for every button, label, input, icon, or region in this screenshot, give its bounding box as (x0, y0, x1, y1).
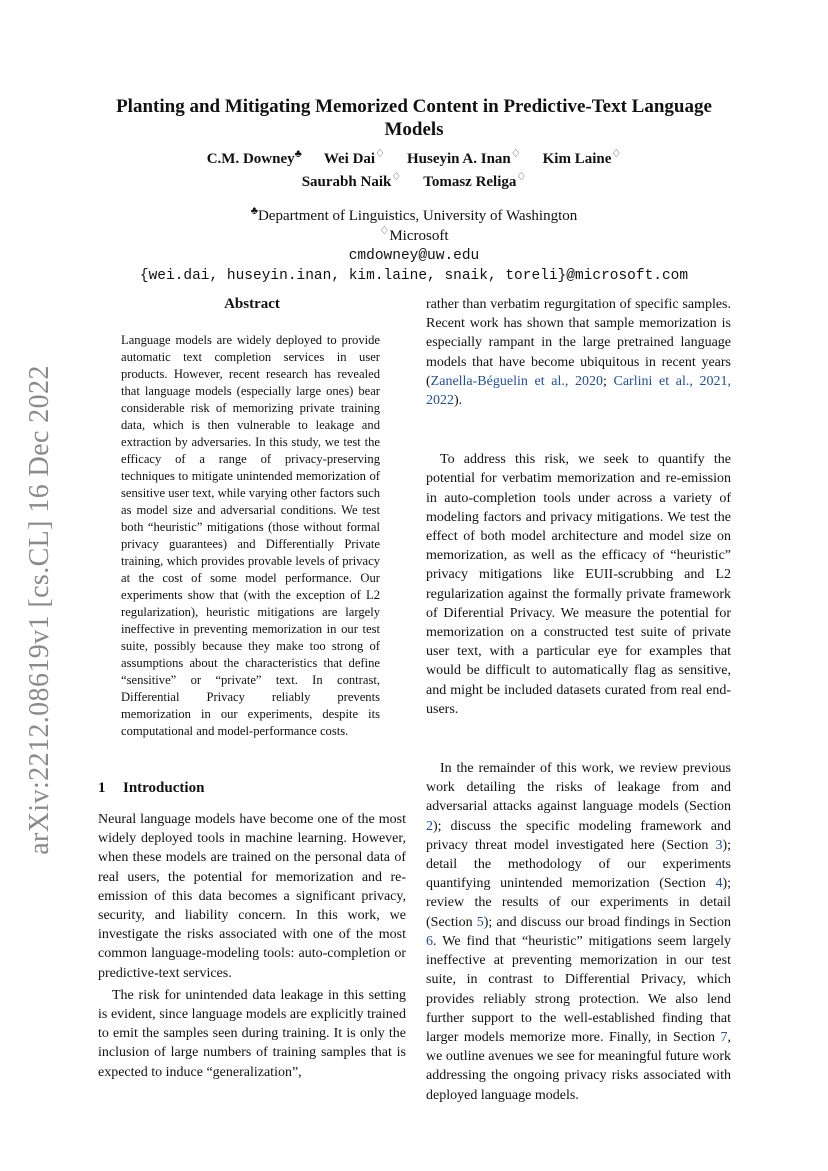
citation-link[interactable]: Zanella-Béguelin et al., 2020 (430, 373, 603, 389)
paragraph: In the remainder of this work, we review previous work detailing the risks of leakage from and adversarial attacks against language models (Section 2); discuss the specific modeling framework and privacy threat model investigated here (Section 3); detail the methodology of our experiments quantifying unintended memorization (Section 4); review the results of our experiments in detail (Section 5); and discuss our broad findings in Section 6. We find that “heuristic” mitigations seem largely ineffective at preventing memorization in our test suite, in contrast to Differential Privacy, which provides reliably strong protection. We also lend further support to the well-established finding that larger models memorize more. Finally, in Section 7, we outline avenues we see for meaningful future work addressing the ongoing privacy risks associated with deployed language models. (426, 761, 732, 1103)
author: C.M. Downey♣ (206, 148, 302, 167)
author: Tomasz Religa♢ (423, 171, 527, 190)
author: Kim Laine♢ (542, 148, 622, 167)
paper-title: Planting and Mitigating Memorized Content in Predictive-Text Language Models (116, 96, 712, 140)
paragraph: Neural language models have become one of the most widely deployed tools in machine learning. However, when these models are trained on the personal data of real users, the potential for memorization and re-emission of this data becomes a significant privacy, security, and liability concern. In this work, we investigate the risks associated with one of the most common language-modeling tools: auto-completion or predictive-text services. (98, 812, 406, 981)
email-uw[interactable]: cmdowney@uw.edu (348, 248, 480, 264)
author: Huseyin A. Inan♢ (406, 148, 521, 167)
section-ref-link[interactable]: 7 (720, 1029, 728, 1045)
section-ref-link[interactable]: 3 (715, 837, 723, 853)
section-heading-introduction: 1 Introduction (98, 780, 205, 796)
arxiv-stamp (18, 360, 62, 860)
section-ref-link[interactable]: 2 (426, 818, 433, 834)
arxiv-stamp-text: arXiv:2212.08619v1 [cs.CL] 16 Dec 2022 (24, 365, 55, 855)
paragraph: To address this risk, we seek to quantify the potential for verbatim memorization and re-emission in auto-completion tools under across a variety of modeling factors and privacy mitigations. We test the effect of both model architecture and model size on memorization, as well as the efficacy of “heuristic” privacy mitigations like EUII-scrubbing and L2 regularization against the formally private framework of Diferential Privacy. We measure the potential for memorization on a constructed test suite of private user text, with a particular eye for examples that would be difficult to automatically flag as sensitive, and might be included datasets curated from real end-users. (426, 452, 731, 717)
author-list (90, 148, 738, 194)
right-column-body (426, 295, 731, 1105)
affiliation-microsoft: ♢Microsoft (379, 225, 449, 244)
author: Saurabh Naik♢ (301, 171, 402, 190)
section-ref-link[interactable]: 6 (426, 933, 433, 949)
email-microsoft[interactable]: {wei.dai, huseyin.inan, kim.laine, snaik, toreli}@microsoft.com (139, 268, 689, 284)
paragraph: The risk for unintended data leakage in this setting is evident, since language models are explicitly trained to emit the samples seen during training. It is only the inclusion of large numbers of training samples that is expected to induce “generalization”, (98, 987, 406, 1080)
paragraph: rather than verbatim regurgitation of specific samples. Recent work has shown that sample memorization is especially rampant in the large pretrained language models that have become ubiquitous in recent years (Zanella-Béguelin et al., 2020; Carlini et al., 2021, 2022). (426, 297, 731, 409)
section-ref-link[interactable]: 4 (715, 876, 723, 892)
affiliation-uw: ♣Department of Linguistics, University of Washington (250, 205, 578, 224)
left-column-body (98, 810, 406, 1082)
section-ref-link[interactable]: 5 (476, 914, 484, 930)
abstract-heading: Abstract (224, 296, 280, 312)
citation-link[interactable]: Carlini et al., 2021, 2022 (426, 373, 731, 409)
abstract-body: Language models are widely deployed to provide automatic text completion services in user products. However, recent research has revealed that language models (especially large ones) bear considerable risk of memorizing private training data, which is then vulnerable to leakage and extraction by adversaries. In this study, we test the efficacy of a range of privacy-preserving techniques to mitigate unintended memorization of sensitive user text, while varying other factors such as model size and adversarial conditions. We test both “heuristic” mitigations (those without formal privacy guarantees) and Differentially Private training, which provides provable levels of privacy at the cost of some model performance. Our experiments show that (with the exception of L2 regularization), heuristic mitigations are largely ineffective in preventing memorization in our test suite, possibly because they make too strong of assumptions about the characteristics that define “sensitive” or “private” text. In contrast, Differential Privacy reliably prevents memorization in our experiments, despite its computational and model-performance costs. (121, 333, 380, 738)
author: Wei Dai♢ (323, 148, 385, 167)
